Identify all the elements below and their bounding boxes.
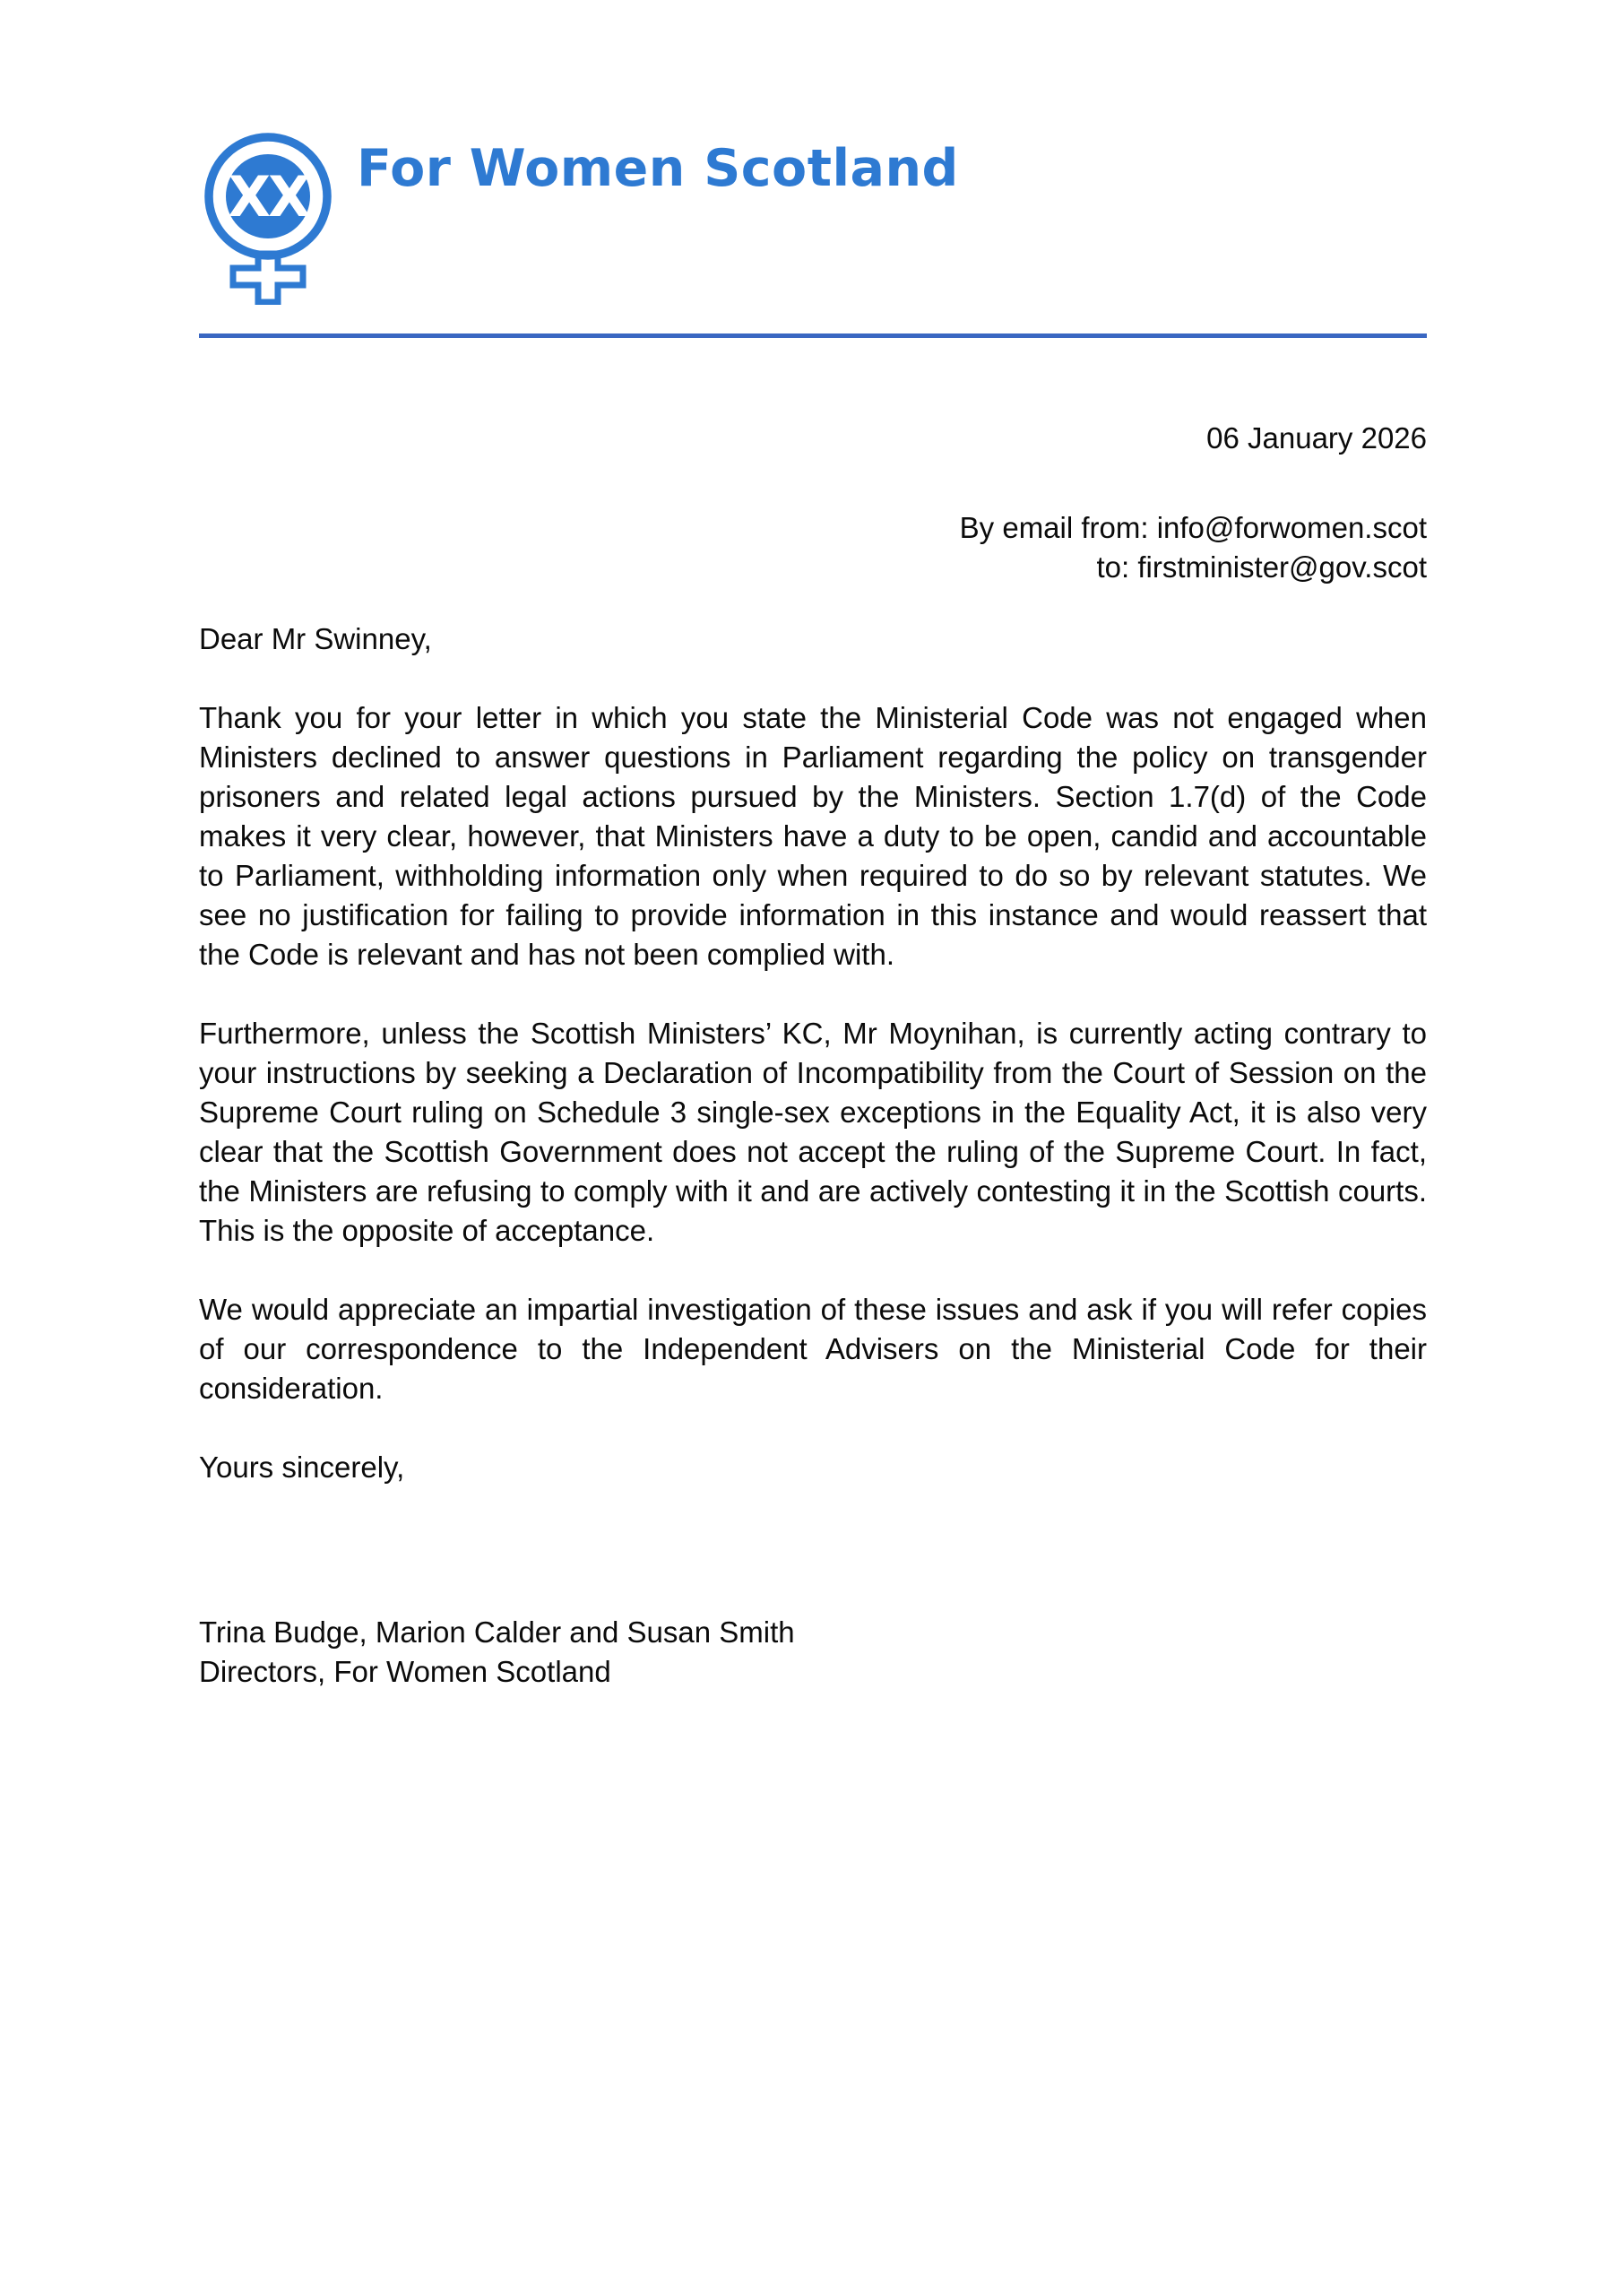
email-routing-block	[199, 508, 1427, 587]
signature-block	[199, 1613, 1427, 1692]
brand-name: For Women Scotland	[357, 139, 959, 198]
letter-paragraph-2: Furthermore, unless the Scottish Ministers’ KC, Mr Moynihan, is currently acting contrary to your instructions by seeking a Declaration of Incompatibility from the Court of Session on the Supreme Court ruling on Schedule 3 single-sex exceptions in the Equality Act, it is also very clear that the Scottish Government does not accept the ruling of the Supreme Court. In fact, the Ministers are refusing to comply with it and are actively contesting it in the Scottish courts. This is the opposite of acceptance.	[199, 1017, 1427, 1247]
signatories: Trina Budge, Marion Calder and Susan Smith	[199, 1615, 795, 1649]
letterhead	[199, 94, 1427, 305]
email-from-line: By email from: info@forwomen.scot	[959, 511, 1427, 544]
logo-cross-shape	[233, 254, 303, 302]
signatory-title: Directors, For Women Scotland	[199, 1655, 611, 1688]
salutation: Dear Mr Swinney,	[199, 622, 432, 655]
letter-paragraph-1: Thank you for your letter in which you state the Ministerial Code was not engaged when Ministers declined to answer questions in Parliament regarding the policy on transgender prisoners and related legal actions pursued by the Ministers. Section 1.7(d) of the Code makes it very clear, however, that Ministers have a duty to be open, candid and accountable to Parliament, withholding information only when required to do so by relevant statutes. We see no justification for failing to provide information in this instance and would reassert that the Code is relevant and has not been complied with.	[199, 701, 1427, 971]
letter-body	[199, 619, 1427, 1692]
female-symbol-logo-icon	[199, 94, 356, 305]
closing: Yours sincerely,	[199, 1451, 405, 1484]
letterhead-divider	[199, 333, 1427, 338]
logo-xx-monogram: XX	[228, 164, 308, 230]
letter-date: 06 January 2026	[1206, 421, 1427, 455]
email-to-line: to: firstminister@gov.scot	[1096, 550, 1427, 584]
letter-paragraph-3: We would appreciate an impartial investigation of these issues and ask if you will refer copies of our correspondence to the Independent Advisers on the Ministerial Code for their consideration.	[199, 1293, 1427, 1405]
